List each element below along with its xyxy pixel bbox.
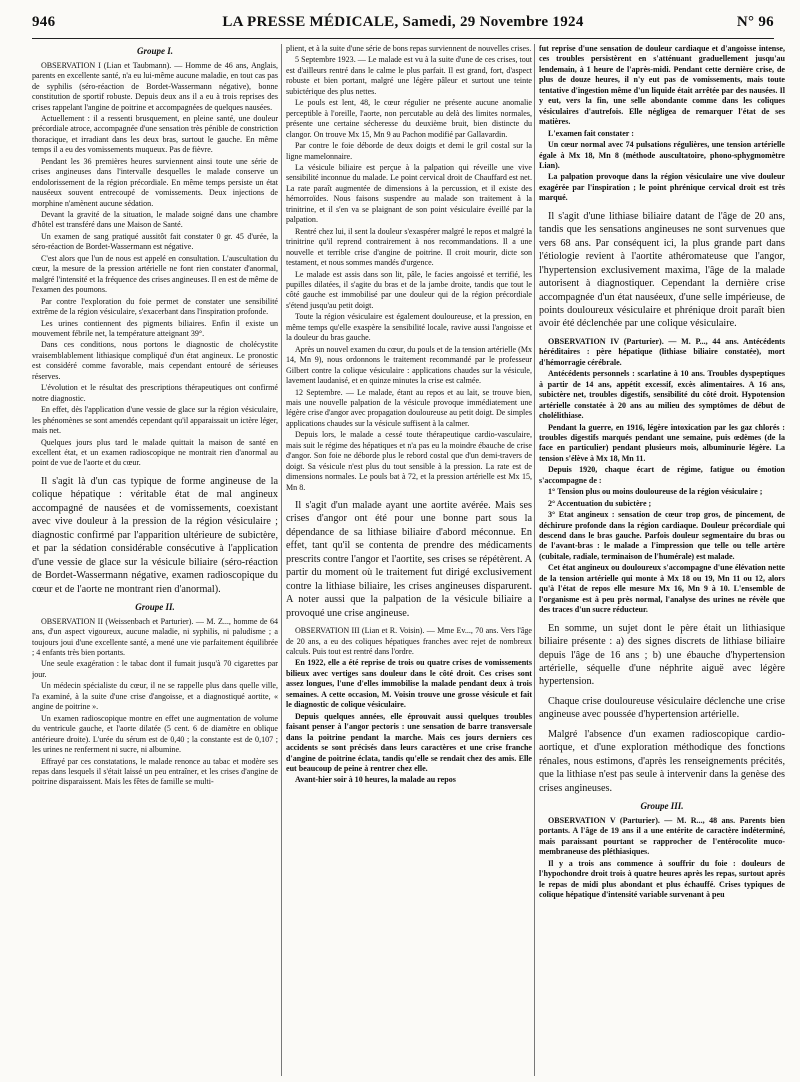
paragraph: Effrayé par ces constatations, le malade renonce au tabac et modère ses repas dans lesquels il s'était laissé un peu entraîner, et les crises d'angine de poitrine disparaissent. Mais les fêtes de famille se multi- [32, 756, 278, 787]
paragraph: Par contre le foie déborde de deux doigts et demi le gril costal sur la ligne mamelonnaire. [286, 141, 532, 161]
paragraph: La palpation provoque dans la région vésiculaire une vive douleur exagérée par l'inspiration ; le point phrénique cervical droit est très marqué. [539, 172, 785, 203]
paragraph: OBSERVATION I (Lian et Taubmann). — Homme de 46 ans, Anglais, parents en excellente santé, n'a eu lui-même aucune maladie, en tout cas pas de syphilis (séro-réaction de Bordet-Wassermann négative), bonne constitution de sportif robuste. Depuis deux ans il a eu à trois reprises des crises rappelant l'angine de poitrine et accompagnées de quelques nausées. [32, 60, 278, 112]
commentary-paragraph: Malgré l'absence d'un examen radioscopique cardio-aortique, et d'une exploration méthodique des fonctions rénales, nous estimons, d'après les renseignements précités, que la lithiase n'est pas seule à intervenir dans la genèse des crises angineuses. [539, 728, 785, 794]
paragraph: 12 Septembre. — Le malade, étant au repos et au lait, se trouve bien, mais une nouvelle palpation de la vésicule provoque immédiatement une légère crise d'angor avec propagation douloureuse au petit doigt. De simples applications chaudes sur la vésicule suffisent à la calmer. [286, 387, 532, 428]
column-1 [32, 44, 278, 1076]
paragraph: OBSERVATION IV (Parturier). — M. P..., 44 ans. Antécédents héréditaires : père hépatique (lithiase biliaire constatée), mort d'hémorragie cérébrale. [539, 336, 785, 367]
paragraph: Toute la région vésiculaire est également douloureuse, et la pression, en même temps qu'elle exaspère la sensibilité locale, ravive aussi l'angoisse et la douleur du bras gauche. [286, 312, 532, 343]
paragraph: Depuis lors, le malade a cessé toute thérapeutique cardio-vasculaire, mais suit le régime des hépatiques et n'a pas eu la moindre ébauche de crise d'angor. Son foie ne déborde plus le rebord costal que d'un demi-travers de doigt. Sa vésicule n'est plus du tout sensible à la pression. La rate est de dimensions normales. Le pouls bat à 72, et la pression artérielle est Mx 15, Mn 8. [286, 430, 532, 492]
header-rule [32, 38, 774, 39]
paragraph: Le malade est assis dans son lit, pâle, le facies angoissé et terrifié, les pupilles dilatées, il s'agite du bras et de la jambe droite, tandis que tout le côté gauche est immobilisé par une douleur qui de la région précordiale s'étend jusqu'au petit doigt. [286, 269, 532, 310]
paragraph: plient, et à la suite d'une série de bons repas surviennent de nouvelles crises. [286, 44, 532, 53]
section-heading: Groupe II. [135, 601, 175, 612]
paragraph: En 1922, elle a été reprise de trois ou quatre crises de vomissements bilieux avec vertiges sans douleur dans le côté droit. Ces crises sont assez longues, l'une d'elles immobilise la malade pendant deux à trois semaines. A cette occasion, M. Voisin trouve une grosse vésicule et fait le diagnostic de colique vésiculaire. [286, 658, 532, 710]
paragraph: L'examen fait constater : [548, 128, 634, 138]
paragraph: Les urines contiennent des pigments biliaires. Enfin il existe un mouvement fébrile net, la température atteignant 39°. [32, 318, 278, 339]
list-item: 1° Tension plus ou moins douloureuse de la région vésiculaire ; [548, 487, 763, 497]
list-item: 3° Etat angineux : sensation de cœur trop gros, de pincement, de déchirure profonde dans la région cardiaque. Douleur précordiale qui descend dans le bras gauche. Parfois douleur segmentaire du bras ou de l'avant-bras : le malade a l'impression que telle ou telle artère (cubitale, radiale, terminaison de l'humérale) est malade. [539, 510, 785, 561]
paragraph: Rentré chez lui, il sent la douleur s'exaspérer malgré le repos et malgré la trinitrine qu'il reprend contrairement à nos recommandations. Il a une nouvelle et terrible crise d'angine de poitrine. Il croit mourir, dicte son testament, et nous sommes mandés d'urgence. [286, 226, 532, 268]
list-item: 2° Accentuation du subictère ; [548, 498, 652, 508]
paragraph: OBSERVATION V (Parturier). — M. R..., 48 ans. Parents bien portants. A l'âge de 19 ans il a une entérite de caractère indéterminé, mais paraissant pourtant se rapprocher de l'entérocolite muco-membraneuse des pléthiasiques. [539, 815, 785, 857]
section-heading: Groupe I. [136, 46, 173, 56]
journal-title: LA PRESSE MÉDICALE, Samedi, 29 Novembre 1924 [222, 14, 584, 30]
paragraph: Un examen de sang pratiqué aussitôt fait constater 0 gr. 45 d'urée, la séro-réaction de Bordet-Wassermann est négative. [32, 231, 278, 252]
paragraph: Avant-hier soir à 10 heures, la malade au repos [295, 775, 456, 785]
paragraph: Antécédents personnels : scarlatine à 10 ans. Troubles dyspeptiques à partir de 14 ans, appétit excessif, excès alimentaires. A 16 ans, subictère net, troubles digestifs, sensibilité du côté droit. Hypotension artérielle constatée à 20 ans au milieu des symptômes de début de cholélithiase. [539, 369, 785, 421]
paragraph: Pendant la guerre, en 1916, légère intoxication par les gaz chlorés : troubles digestifs marqués pendant une semaine, puis œdèmes (de la face en particulier) pendant plusieurs mois, albuminurie légère. La tension s'élève à Mx 18, Mn 11. [539, 422, 785, 463]
commentary-paragraph: Chaque crise douloureuse vésiculaire déclenche une crise angineuse avec poussée d'hypertension artérielle. [539, 695, 785, 721]
page-header [32, 14, 774, 34]
paragraph: Cet état angineux ou douloureux s'accompagne d'une élévation nette de la tension artérielle qui monte à Mx 18 ou 19, Mn 11 ou 12, alors qu'à l'état de repos elle mesure Mx 16, Mn 9 à 10. L'ensemble de l'organisme est à peu près normal, l'analyse des urines ne révèle que des traces d'un sucre réducteur. [539, 563, 785, 615]
paragraph: fut reprise d'une sensation de douleur cardiaque et d'angoisse intense, ces troubles persistèrent en s'atténuant graduellement jusqu'au lendemain, à 1 heure de l'après-midi. Pendant cette dernière crise, de plus de douze heures, il n'y eut pas de vomissements, mais toute tentative d'ingestion même d'un liquide était arrêtée par des nausées. Il y eut, vers la fin, une selle abondante comme dans les coliques vésiculaires d'autrefois. Elle négligea de remarquer l'état de ses matières. [539, 44, 785, 127]
column-divider [281, 44, 282, 1076]
paragraph: Le pouls est lent, 48, le cœur régulier ne présente aucune anomalie perceptible à l'oreille, l'aorte, non percutable au delà des limites normales, présente une certaine sécheresse du deuxième bruit, bien distincte du clangor. On trouve Mx 15, Mn 9 au Pachon modifié par Gallavardin. [286, 98, 532, 139]
paragraph: Il y a trois ans commence à souffrir du foie : douleurs de l'hypochondre droit trois à quatre heures après les repas, surtout après le repas de midi plus abondant et plus échauffé. Crises typiques de colique hépatique d'intensité variable survenant à peu [539, 858, 785, 899]
commentary-paragraph: Il s'agit d'une lithiase biliaire datant de l'âge de 20 ans, tandis que les sensations angineuses ne sont survenues que vers 68 ans. Par conséquent ici, la plus grande part dans l'étiologie revient à l'aortite athéromateuse que l'angor, l'hypertension exclusivement maxima, l'âge de la malade autorisent à diagnostiquer. Cependant la dernière crise accompagnée d'un état nauséeux, d'une selle impérieuse, de points douloureux vésiculaire et phrénique droit paraît bien avoir été déclenchée par une colique vésiculaire. [539, 210, 785, 330]
commentary-paragraph: Il s'agit là d'un cas typique de forme angineuse de la colique hépatique : véritable état de mal angineux accompagné de nausées et de vomissements, coexistant avec vive douleur à la pression de la région vésiculaire ; diagnostic confirmé par l'apparition ultérieure de subictère, et par la sédation considérable consécutive à l'application d'une vessie de glace sur la vésicule biliaire (séro-réaction de Bordet-Wassermann négative, examen radioscopique du cœur et de l'aorte ne montrant rien d'anormal). [32, 475, 278, 595]
column-3 [539, 44, 785, 1076]
paragraph: La vésicule biliaire est perçue à la palpation qui réveille une vive sensibilité inconnue du malade. Le point cervical droit de Chauffard est net. La rate paraît augmentée de dimensions à la percussion, et il existe des hémorroïdes. Nous faisons suspendre au malade son traitement à la trinitrine, et il s'en va se plaignant de son point vésiculaire éveillé par la palpation. [286, 162, 532, 225]
commentary-paragraph: Il s'agit d'un malade ayant une aortite avérée. Mais ses crises d'angor ont été pour une bonne part sous la dépendance de sa lithiase biliaire d'abord méconnue. En effet, tant qu'il se contenta de prendre des médicaments prescrits contre l'angor et l'aortite, ses crises se répétèrent. A partir du moment où le traitement fut dirigé exclusivement contre la lithiase biliaire, les crises angineuses disparurent. A noter aussi que la palpation de la vésicule biliaire a provoqué une crise angineuse. [286, 500, 532, 619]
paragraph: 5 Septembre 1923. — Le malade est vu à la suite d'une de ces crises, tout est d'ailleurs rentré dans le calme le plus parfait. Il est grand, fort, d'aspect robuste et bien portant, malgré une légère pâleur et surtout une teinte subictérique des plus nettes. [286, 55, 532, 96]
paragraph: Devant la gravité de la situation, le malade soigné dans une chambre d'hôtel est transféré dans une Maison de Santé. [32, 210, 278, 230]
paragraph: Par contre l'exploration du foie permet de constater une sensibilité extrême de la région vésiculaire, s'exacerbant dans l'inspiration profonde. [32, 296, 278, 317]
paragraph: Depuis quelques années, elle éprouvait aussi quelques troubles faisant penser à l'angor pectoris : une sensation de barre transversale dans la poitrine pendant la marche. Mais ces jours derniers ces accidents se sont précisés dans leurs caractères et une crise franche d'angine de poitrine éclata, tandis qu'elle se rendait chez des amis. Elle eut beaucoup de peine à rentrer chez elle. [286, 711, 532, 773]
paragraph: Quelques jours plus tard le malade quittait la maison de santé en excellent état, et un examen radioscopique ne montrait rien d'anormal au point de vue de l'aorte et du cœur. [32, 437, 278, 468]
paragraph: Un examen radioscopique montre en effet une augmentation de volume du ventricule gauche, et l'aorte dilatée (5 cent. 6 de diamètre en oblique antérieure droite). L'urée du sérum est de 0,40 ; la constante est de 0,107 ; les urines ne renferment ni sucre, ni albumine. [32, 713, 278, 755]
commentary-paragraph: En somme, un sujet dont le père était un lithiasique biliaire présente : a) des signes discrets de lithiase biliaire depuis l'âge de 16 ans ; b) une ébauche d'hypertension artérielle, séquelle d'une néphrite aiguë avec légère hypertension. [539, 622, 785, 688]
paragraph: Après un nouvel examen du cœur, du pouls et de la tension artérielle (Mx 14, Mn 9), nous ordonnons le traitement recommandé par le professeur Gilbert contre la colique vésiculaire : applications chaudes sur la vésicule, lavement laudanisé, et en quinze minutes la crise est calmée. [286, 344, 532, 386]
paragraph: En effet, dès l'application d'une vessie de glace sur la région vésiculaire, les phénomènes se sont amendés cependant qu'il apparaissait un ictère léger, mais net. [32, 405, 278, 436]
paragraph: OBSERVATION II (Weissenbach et Parturier). — M. Z..., homme de 64 ans, d'un aspect vigoureux, aucune maladie, ni syphilis, ni paludisme ; a toujours joui d'une excellente santé, a mené une vie parfaitement équilibrée ; 4 enfants très bien portants. [32, 616, 278, 658]
paragraph: Depuis 1920, chaque écart de régime, fatigue ou émotion s'accompagne de : [539, 465, 785, 485]
paragraph: C'est alors que l'un de nous est appelé en consultation. L'auscultation du cœur, la mesure de la pression artérielle ne font rien constater d'anormal, malgré l'intensité et la fréquence des crises angineuses. Il en est de même de l'examen des poumons. [32, 253, 278, 295]
paragraph: Pendant les 36 premières heures surviennent ainsi toute une série de crises angineuses dans l'intervalle desquelles le malade conserve un endolorissement de la région précordiale. En même temps persiste un état nauséeux souvent entrecoupé de vomissements. Deux injections de morphine n'amènent aucune sédation. [32, 156, 278, 208]
paragraph: Dans ces conditions, nous portons le diagnostic de cholécystite vraisemblablement lithiasique compliqué d'un état angineux. Le pronostic est considéré comme favorable, mais cependant entouré de sérieuses réserves. [32, 340, 278, 381]
paragraph: Une seule exagération : le tabac dont il fumait jusqu'à 70 cigarettes par jour. [32, 659, 278, 679]
paragraph: Un médecin spécialiste du cœur, il ne se rappelle plus dans quelle ville, l'a examiné, à la suite d'une crise d'angoisse, et a diagnostiqué aortite, « angine de poitrine ». [32, 681, 278, 712]
paragraph: Un cœur normal avec 74 pulsations régulières, une tension artérielle égale à Mx 18, Mn 8 (méthode auscultatoire, phono-sphygmomètre Lian). [539, 140, 785, 170]
paragraph: Actuellement : il a ressenti brusquement, en pleine santé, une douleur précordiale atroce, accompagnée d'une sensation très pénible de constriction thoracique, et irradiant dans les deux bras, surtout le gauche. En même temps il a eu des vomissements muqueux. Pas de fièvre. [32, 113, 278, 155]
column-divider [534, 44, 535, 1076]
column-2 [286, 44, 532, 1076]
section-heading: Groupe III. [640, 801, 684, 812]
paragraph: OBSERVATION III (Lian et R. Voisin). — Mme Ev..., 70 ans. Vers l'âge de 20 ans, a eu des coliques hépatiques franches avec rejet de nombreux calculs. Puis tout est rentré dans l'ordre. [286, 626, 532, 657]
paragraph: L'évolution et le résultat des prescriptions thérapeutiques ont confirmé notre diagnostic. [32, 383, 278, 403]
page-number: 946 [32, 14, 56, 30]
issue-number: N° 96 [736, 14, 774, 30]
